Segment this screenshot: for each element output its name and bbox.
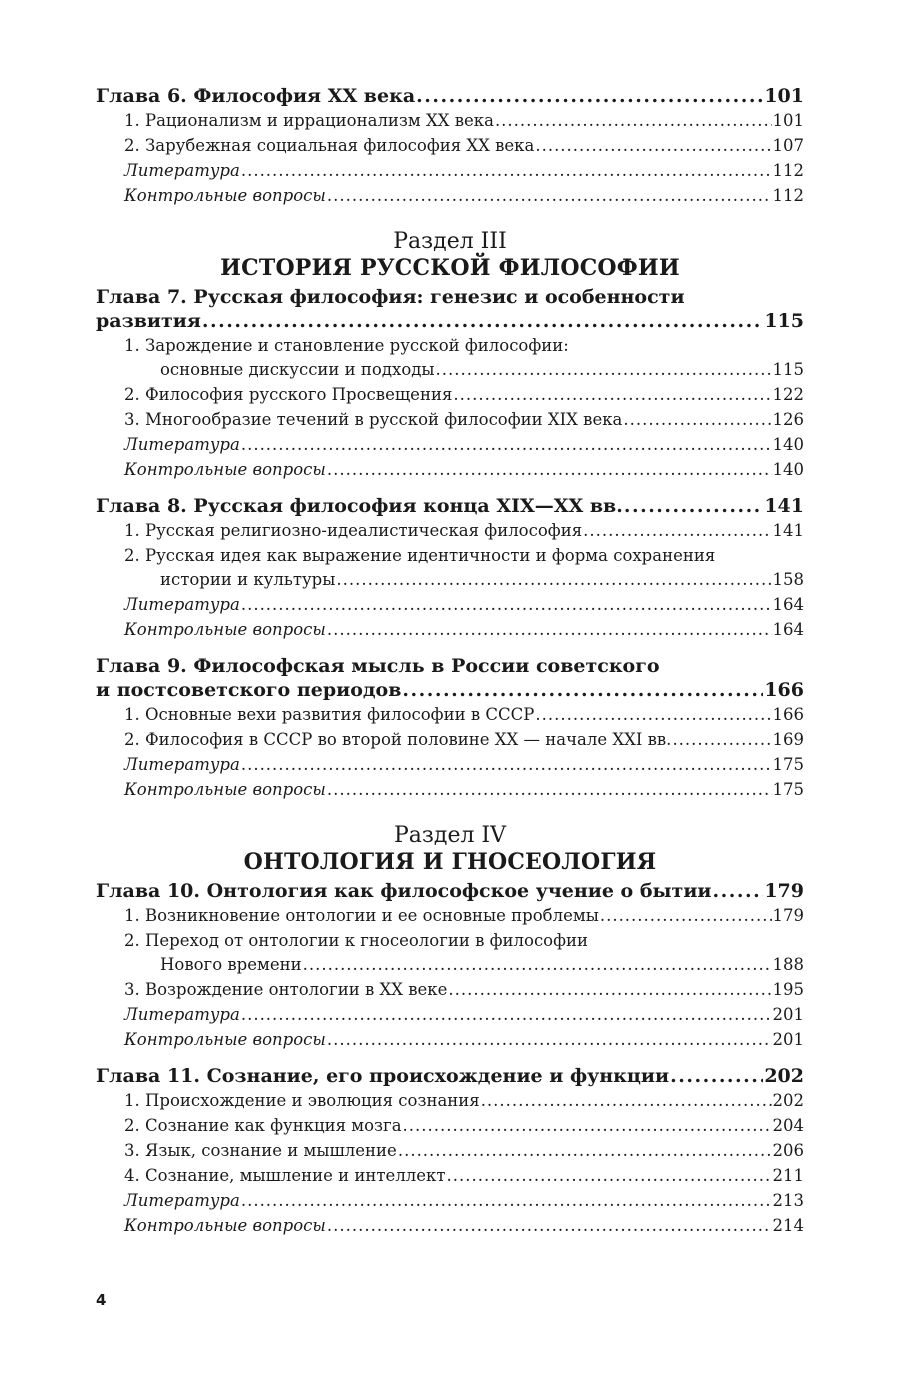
item-title: Нового времени — [160, 955, 302, 974]
chapter-page: 141 — [764, 495, 804, 517]
toc-item[interactable] — [96, 1138, 804, 1163]
toc-literature[interactable] — [96, 1002, 804, 1027]
literature-title: Литература — [124, 595, 240, 614]
section-heading-4 — [96, 823, 804, 875]
item-page: 204 — [772, 1116, 804, 1135]
toc-chapter-7[interactable] — [96, 309, 804, 333]
section-number: Раздел III — [393, 229, 507, 254]
questions-page: 201 — [772, 1030, 804, 1049]
toc-item-line1[interactable]: 2. Переход от онтологии к гносеологии в философии — [124, 931, 589, 950]
literature-title: Литература — [124, 1005, 240, 1024]
toc-chapter-8[interactable] — [96, 494, 804, 518]
chapter-page: 115 — [764, 310, 804, 332]
item-page: 101 — [772, 111, 804, 130]
toc-literature[interactable] — [96, 158, 804, 183]
item-title: 1. Возникновение онтологии и ее основные проблемы — [124, 906, 599, 925]
literature-page: 140 — [772, 435, 804, 454]
page-number: 4 — [96, 1291, 107, 1309]
questions-title: Контрольные вопросы — [124, 1216, 326, 1235]
toc-questions[interactable] — [96, 183, 804, 208]
chapter-title: Глава 10. Онтология как философское учение о бытии — [96, 880, 712, 902]
item-title: 3. Возрождение онтологии в XX веке — [124, 980, 448, 999]
toc-item[interactable] — [96, 953, 804, 977]
questions-title: Контрольные вопросы — [124, 620, 326, 639]
chapter-title: и постсоветского периодов — [96, 679, 402, 701]
item-page: 158 — [772, 570, 804, 589]
toc-item[interactable] — [96, 568, 804, 592]
toc-questions[interactable] — [96, 457, 804, 482]
questions-page: 140 — [772, 460, 804, 479]
literature-page: 213 — [772, 1191, 804, 1210]
table-of-contents — [96, 84, 804, 1238]
item-title: 1. Рационализм и иррационализм XX века — [124, 111, 494, 130]
toc-chapter-6[interactable] — [96, 84, 804, 108]
questions-title: Контрольные вопросы — [124, 460, 326, 479]
item-page: 211 — [772, 1166, 804, 1185]
toc-item[interactable] — [96, 727, 804, 752]
item-title: 1. Происхождение и эволюция сознания — [124, 1091, 480, 1110]
toc-chapter-10[interactable] — [96, 879, 804, 903]
toc-questions[interactable] — [96, 1027, 804, 1052]
chapter-page: 202 — [764, 1065, 804, 1087]
literature-title: Литература — [124, 755, 240, 774]
questions-page: 175 — [772, 780, 804, 799]
questions-title: Контрольные вопросы — [124, 1030, 326, 1049]
item-title: 2. Философия русского Просвещения — [124, 385, 453, 404]
toc-item-line1[interactable]: 1. Зарождение и становление русской философии: — [124, 336, 569, 355]
chapter-title: Глава 6. Философия XX века — [96, 85, 416, 107]
toc-item[interactable] — [96, 407, 804, 432]
item-title: 3. Язык, сознание и мышление — [124, 1141, 397, 1160]
toc-item[interactable] — [96, 1088, 804, 1113]
item-page: 141 — [772, 521, 804, 540]
toc-item[interactable] — [96, 977, 804, 1002]
questions-page: 214 — [772, 1216, 804, 1235]
questions-page: 112 — [772, 186, 804, 205]
toc-chapter-9[interactable] — [96, 678, 804, 702]
literature-page: 164 — [772, 595, 804, 614]
item-page: 126 — [772, 410, 804, 429]
item-page: 202 — [772, 1091, 804, 1110]
toc-item[interactable] — [96, 358, 804, 382]
literature-page: 201 — [772, 1005, 804, 1024]
item-title: истории и культуры — [160, 570, 336, 589]
item-title: основные дискуссии и подходы — [160, 360, 435, 379]
toc-item[interactable] — [96, 133, 804, 158]
literature-page: 175 — [772, 755, 804, 774]
item-page: 188 — [772, 955, 804, 974]
item-title: 1. Русская религиозно-идеалистическая философия — [124, 521, 583, 540]
toc-literature[interactable] — [96, 1188, 804, 1213]
toc-item[interactable] — [96, 1113, 804, 1138]
toc-chapter-9-line1[interactable]: Глава 9. Философская мысль в России советского — [96, 655, 660, 677]
item-page: 166 — [772, 705, 804, 724]
questions-page: 164 — [772, 620, 804, 639]
toc-item[interactable] — [96, 108, 804, 133]
chapter-page: 179 — [764, 880, 804, 902]
item-page: 206 — [772, 1141, 804, 1160]
item-page: 122 — [772, 385, 804, 404]
item-title: 4. Сознание, мышление и интеллект — [124, 1166, 446, 1185]
item-page: 179 — [772, 906, 804, 925]
toc-chapter-11[interactable] — [96, 1064, 804, 1088]
toc-chapter-7-line1[interactable]: Глава 7. Русская философия: генезис и особенности — [96, 286, 685, 308]
section-name: ИСТОРИЯ РУССКОЙ ФИЛОСОФИИ — [220, 255, 680, 281]
toc-questions[interactable] — [96, 777, 804, 802]
toc-questions[interactable] — [96, 1213, 804, 1238]
toc-questions[interactable] — [96, 617, 804, 642]
section-number: Раздел IV — [393, 823, 507, 848]
chapter-title: развития — [96, 310, 201, 332]
toc-item[interactable] — [96, 903, 804, 928]
questions-title: Контрольные вопросы — [124, 780, 326, 799]
toc-item[interactable] — [96, 1163, 804, 1188]
chapter-title: Глава 8. Русская философия конца XIX—XX вв. — [96, 495, 623, 517]
item-page: 115 — [772, 360, 804, 379]
item-page: 107 — [772, 136, 804, 155]
literature-title: Литература — [124, 161, 240, 180]
questions-title: Контрольные вопросы — [124, 186, 326, 205]
toc-item-line1[interactable]: 2. Русская идея как выражение идентичности и форма сохранения — [124, 546, 716, 565]
toc-item[interactable] — [96, 702, 804, 727]
item-title: 1. Основные вехи развития философии в СССР — [124, 705, 535, 724]
literature-title: Литература — [124, 435, 240, 454]
item-title: 2. Сознание как функция мозга — [124, 1116, 402, 1135]
section-name: ОНТОЛОГИЯ И ГНОСЕОЛОГИЯ — [243, 849, 657, 875]
item-page: 169 — [772, 730, 804, 749]
toc-item[interactable] — [96, 518, 804, 543]
chapter-page: 101 — [764, 85, 804, 107]
toc-literature[interactable] — [96, 592, 804, 617]
toc-literature[interactable] — [96, 752, 804, 777]
toc-item[interactable] — [96, 382, 804, 407]
chapter-title: Глава 11. Сознание, его происхождение и функции — [96, 1065, 670, 1087]
item-title: 3. Многообразие течений в русской философии XIX века — [124, 410, 623, 429]
toc-literature[interactable] — [96, 432, 804, 457]
item-title: 2. Философия в СССР во второй половине XX — начале XXI вв. — [124, 730, 672, 749]
item-title: 2. Зарубежная социальная философия XX века — [124, 136, 535, 155]
literature-title: Литература — [124, 1191, 240, 1210]
section-heading-3 — [96, 229, 804, 281]
chapter-page: 166 — [764, 679, 804, 701]
item-page: 195 — [772, 980, 804, 999]
literature-page: 112 — [772, 161, 804, 180]
